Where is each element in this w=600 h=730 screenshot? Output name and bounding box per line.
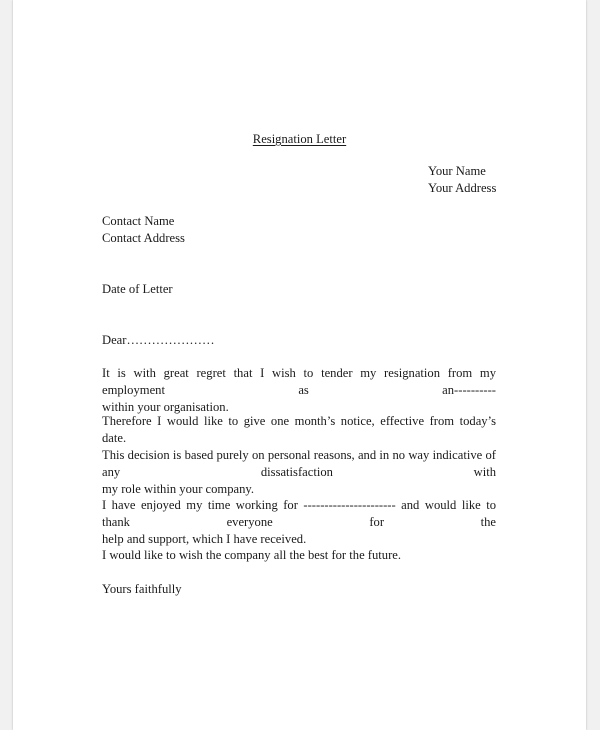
paragraph-line: It is with great regret that I wish to tender my resignation from my employment as an---------- (102, 366, 496, 397)
letter-date: Date of Letter (102, 282, 173, 296)
letter-title-text: Resignation Letter (252, 132, 347, 146)
paragraph-resignation (102, 365, 496, 416)
recipient-block (102, 213, 185, 247)
letter-title (13, 131, 586, 148)
salutation: Dear………………… (102, 333, 215, 347)
paragraph-line: help and support, which I have received. (102, 532, 307, 546)
sender-address: Your Address (428, 181, 497, 195)
paragraph-wishes (102, 547, 496, 564)
paragraph-line: I have enjoyed my time working for ---------------------- and would like to thank everyone for the (102, 498, 496, 529)
recipient-name: Contact Name (102, 214, 175, 228)
sender-name: Your Name (428, 164, 486, 178)
paragraph-line: This decision is based purely on personal reasons, and in no way indicative of any dissatisfaction with (102, 448, 496, 479)
sender-block (428, 163, 496, 197)
paragraph-line: Therefore I would like to give one month’s notice, effective from today’s date. (102, 414, 496, 445)
recipient-address: Contact Address (102, 231, 185, 245)
closing: Yours faithfully (102, 582, 182, 596)
paragraph-line: I would like to wish the company all the best for the future. (102, 548, 402, 562)
paragraph-thanks (102, 497, 496, 548)
paragraph-notice (102, 413, 496, 447)
paragraph-line: my role within your company. (102, 482, 255, 496)
paragraph-reason (102, 447, 496, 498)
letter-page (13, 0, 586, 730)
paragraph-line: within your organisation. (102, 400, 229, 414)
